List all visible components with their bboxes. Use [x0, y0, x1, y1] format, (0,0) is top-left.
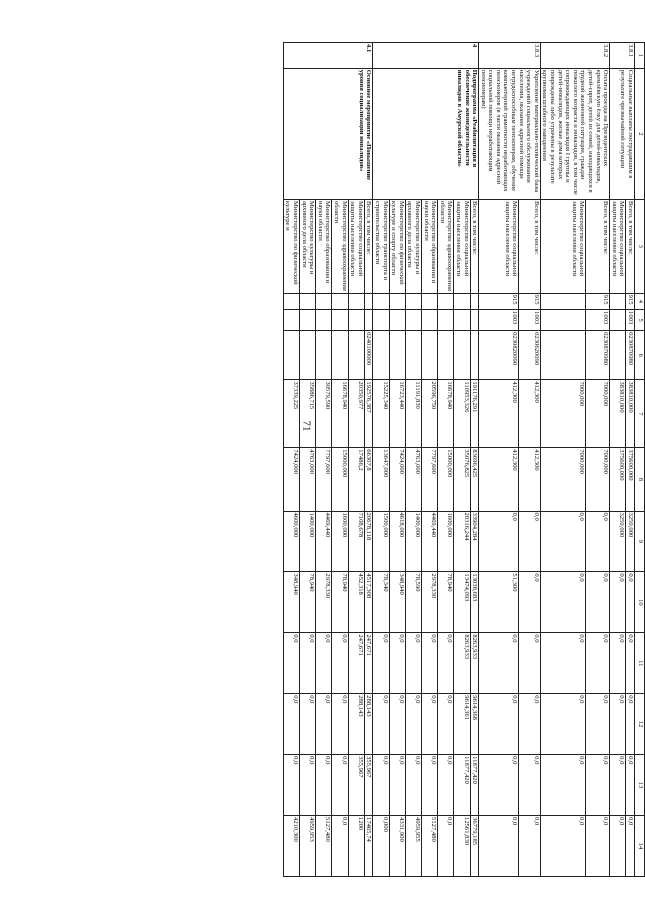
row-id: 4.1 — [283, 43, 373, 69]
amount-cell: 0,0 — [389, 633, 405, 694]
column-header: 4 — [635, 293, 645, 309]
budget-code-cs: 0240100000 — [364, 331, 373, 380]
amount-cell: 7000,000 — [540, 448, 585, 511]
amount-cell: 348,940 — [283, 572, 299, 633]
amount-cell: 4210,300 — [283, 816, 299, 877]
amount-cell: 0,0 — [610, 633, 626, 694]
amount-cell: 1600,000 — [332, 511, 348, 572]
executor: Всего, в том числе: — [364, 199, 373, 293]
amount-cell: 20316,244 — [454, 511, 470, 572]
executor: Министерство культуры и архивного дела области — [405, 199, 421, 293]
amount-cell: 0,0 — [389, 694, 405, 755]
amount-cell: 7797,600 — [421, 448, 437, 511]
amount-cell: 33904,284 — [470, 511, 479, 572]
amount-cell: 375600,000 — [626, 448, 635, 511]
budget-code-rz — [332, 310, 348, 331]
amount-cell: 247,671 — [348, 633, 364, 694]
budget-code-rz — [470, 310, 479, 331]
amount-cell: 0,0 — [540, 511, 585, 572]
executor: Министерство образования и науки области — [316, 199, 332, 293]
budget-code-rz — [389, 310, 405, 331]
budget-code-gr: 915 — [479, 293, 519, 309]
amount-cell: 11191,830 — [405, 380, 421, 448]
amount-cell: 4517,308 — [364, 572, 373, 633]
amount-cell: 8263,933 — [454, 633, 470, 694]
table-row — [364, 43, 373, 877]
amount-cell: 355,967 — [364, 755, 373, 816]
amount-cell: 5127,480 — [421, 816, 437, 877]
amount-cell: 35886,715 — [300, 380, 316, 448]
amount-cell: 4469,440 — [421, 511, 437, 572]
budget-code-cs — [470, 331, 479, 380]
amount-cell: 20596,750 — [421, 380, 437, 448]
amount-cell: 0,0 — [438, 816, 454, 877]
budget-code-rz: 1003 — [519, 310, 540, 331]
column-header: 8 — [635, 448, 645, 511]
column-header: 2 — [635, 68, 645, 199]
amount-cell: 78,590 — [405, 572, 421, 633]
amount-cell: 0,0 — [405, 633, 421, 694]
column-header: 14 — [635, 816, 645, 877]
executor: Министерство по физической культуре и — [283, 199, 299, 293]
amount-cell: 3250,000 — [626, 511, 635, 572]
amount-cell: 78,940 — [438, 572, 454, 633]
executor: Министерство здравоохранения области — [332, 199, 348, 293]
amount-cell: 7000,000 — [586, 448, 610, 511]
amount-cell: 0,0 — [479, 511, 519, 572]
amount-cell: 0,0 — [586, 572, 610, 633]
amount-cell: 7424,000 — [283, 448, 299, 511]
budget-code-cs: 0230870980 — [626, 331, 635, 380]
budget-code-cs — [454, 331, 470, 380]
amount-cell: 30579,590 — [316, 380, 332, 448]
budget-code-rz — [421, 310, 437, 331]
column-header: 3 — [635, 199, 645, 293]
budget-code-rz — [283, 310, 299, 331]
budget-code-gr — [389, 293, 405, 309]
amount-cell: 2978,330 — [316, 572, 332, 633]
row-title: Основное мероприятие «Повышение уровня социализации инвалидов» — [283, 68, 373, 199]
budget-code-cs — [300, 331, 316, 380]
amount-cell: 288,143 — [364, 694, 373, 755]
amount-cell: 20678,118 — [364, 511, 373, 572]
amount-cell: 12561,830 — [454, 816, 470, 877]
amount-cell: 13474,093 — [454, 572, 470, 633]
executor: Министерство здравоохранения области — [438, 199, 454, 293]
budget-code-cs — [348, 331, 364, 380]
budget-code-rz — [316, 310, 332, 331]
executor: Министерство социальной защиты населения области — [540, 199, 585, 293]
amount-cell: 4600,000 — [283, 511, 299, 572]
amount-cell: 7000,000 — [540, 380, 585, 448]
amount-cell: 0,0 — [405, 694, 421, 755]
amount-cell: 1200 — [348, 816, 364, 877]
amount-cell: 1400,000 — [405, 511, 421, 572]
table-row — [626, 43, 635, 877]
executor: Всего, в том числе: — [586, 199, 610, 293]
amount-cell: 16678,940 — [438, 380, 454, 448]
amount-cell: 110953,326 — [454, 380, 470, 448]
rotated-table-frame — [35, 42, 645, 877]
budget-code-rz — [373, 310, 389, 331]
amount-cell: 0,0 — [586, 816, 610, 877]
budget-code-gr: 915 — [519, 293, 540, 309]
executor: Министерство культуры и архивного дела области — [300, 199, 316, 293]
amount-cell: 16723,440 — [389, 380, 405, 448]
header-row — [635, 43, 645, 877]
amount-cell: 0,0 — [519, 816, 540, 877]
budget-code-gr — [300, 293, 316, 309]
executor: Всего, в том числе: — [519, 199, 540, 293]
amount-cell: 0,0 — [316, 694, 332, 755]
amount-cell: 192576,387 — [364, 380, 373, 448]
budget-code-rz — [610, 310, 626, 331]
amount-cell: 0,0 — [586, 633, 610, 694]
amount-cell: 0,0 — [300, 755, 316, 816]
amount-cell: 11877,420 — [470, 755, 479, 816]
amount-cell: 0,0 — [300, 694, 316, 755]
amount-cell: 0,0 — [626, 755, 635, 816]
budget-code-rz — [300, 310, 316, 331]
budget-code-gr: 915 — [626, 293, 635, 309]
amount-cell: 0,0 — [540, 633, 585, 694]
amount-cell: 83696,425 — [470, 448, 479, 511]
amount-cell: 13038,683 — [470, 572, 479, 633]
amount-cell: 0,0 — [421, 633, 437, 694]
budget-code-rz: 1003 — [479, 310, 519, 331]
amount-cell: 0,0 — [610, 694, 626, 755]
amount-cell: 0,0 — [332, 755, 348, 816]
amount-cell: 4618,000 — [389, 511, 405, 572]
amount-cell: 16678,940 — [332, 380, 348, 448]
amount-cell: 4331,900 — [389, 816, 405, 877]
amount-cell: 0,0 — [300, 633, 316, 694]
amount-cell: 17465,74 — [364, 816, 373, 877]
amount-cell: 0,0 — [586, 755, 610, 816]
executor: Министерство социальной защиты населения области — [348, 199, 364, 293]
budget-code-cs — [373, 331, 389, 380]
amount-cell: 0,0 — [626, 572, 635, 633]
amount-cell: 0,0 — [519, 572, 540, 633]
budget-code-rz: 1003 — [586, 310, 610, 331]
amount-cell: 0,0 — [283, 694, 299, 755]
budget-code-gr — [454, 293, 470, 309]
row-title: Укрепление материально-технической базы учреждений социального обслуживания населения, оказание адресной помощи нетрудоспособным пенсионерам, обучение компьютерной грамотности неработающих пенсионеров (в части оказания адресной социальной помощи неработающим пенсионерам) — [479, 68, 541, 199]
amount-cell: 0,0 — [626, 694, 635, 755]
amount-cell: 35076,825 — [454, 448, 470, 511]
amount-cell: 3250,000 — [610, 511, 626, 572]
budget-code-cs — [540, 331, 585, 380]
budget-code-gr — [373, 293, 389, 309]
column-header: 6 — [635, 331, 645, 380]
amount-cell: 412,300 — [479, 380, 519, 448]
executor: Министерство образования и науки области — [421, 199, 437, 293]
column-header: 11 — [635, 633, 645, 694]
amount-cell: 7000,000 — [586, 380, 610, 448]
column-header: 9 — [635, 511, 645, 572]
amount-cell: 412,300 — [519, 380, 540, 448]
budget-code-rz — [454, 310, 470, 331]
amount-cell: 9614,361 — [454, 694, 470, 755]
amount-cell: 247,671 — [364, 633, 373, 694]
amount-cell: 78,940 — [332, 572, 348, 633]
amount-cell: 0,0 — [373, 755, 389, 816]
column-header: 7 — [635, 380, 645, 448]
amount-cell: 412,300 — [519, 448, 540, 511]
amount-cell: 0,0 — [519, 511, 540, 572]
amount-cell: 383810,000 — [610, 380, 626, 448]
budget-code-cs — [405, 331, 421, 380]
amount-cell: 7108,678 — [348, 511, 364, 572]
column-header: 1 — [635, 43, 645, 69]
executor: Всего, в том числе: — [626, 199, 635, 293]
amount-cell: 7424,000 — [389, 448, 405, 511]
row-title: Социальные выплаты пострадавшим в результате чрезвычайной ситуации — [610, 68, 635, 199]
amount-cell: 2978,330 — [421, 572, 437, 633]
amount-cell: 0,0 — [519, 694, 540, 755]
amount-cell: 0,0 — [540, 755, 585, 816]
column-header: 10 — [635, 572, 645, 633]
amount-cell: 0,0 — [610, 816, 626, 877]
amount-cell: 348,940 — [389, 572, 405, 633]
budget-code-cs — [283, 331, 299, 380]
budget-code-cs: 0230870980 — [586, 331, 610, 380]
amount-cell: 0,0 — [540, 572, 585, 633]
amount-cell: 383810,000 — [626, 380, 635, 448]
amount-cell: 4763,000 — [405, 448, 421, 511]
amount-cell: 15225,340 — [373, 380, 389, 448]
amount-cell: 0,0 — [610, 755, 626, 816]
budget-code-cs — [389, 331, 405, 380]
amount-cell: 7797,600 — [316, 448, 332, 511]
budget-code-cs: 0230620090 — [519, 331, 540, 380]
row-title: Подпрограмма «Реабилитация и обеспечение жизнедеятельности инвалидов в Амурской области» — [373, 68, 479, 199]
executor: Министерство социальной защиты населения области — [610, 199, 626, 293]
budget-code-gr — [348, 293, 364, 309]
amount-cell: 288,143 — [348, 694, 364, 755]
budget-code-rz — [540, 310, 585, 331]
budget-code-gr — [470, 293, 479, 309]
executor: Министерство социальной защиты населения области — [479, 199, 519, 293]
amount-cell: 1600,000 — [438, 511, 454, 572]
budget-code-cs — [438, 331, 454, 380]
amount-cell: 78,940 — [300, 572, 316, 633]
amount-cell: 0,0 — [540, 816, 585, 877]
amount-cell: 0,0 — [479, 755, 519, 816]
amount-cell: 0,0 — [405, 755, 421, 816]
amount-cell: 66307,8 — [364, 448, 373, 511]
page-number: 71 — [300, 420, 313, 432]
amount-cell: 0,0 — [421, 755, 437, 816]
budget-code-gr — [283, 293, 299, 309]
amount-cell: 0,0 — [438, 694, 454, 755]
row-id: 3.8.2 — [540, 43, 609, 69]
amount-cell: 9614,368 — [470, 694, 479, 755]
budget-code-rz — [405, 310, 421, 331]
row-id: 4 — [373, 43, 479, 69]
amount-cell: 0,000 — [373, 816, 389, 877]
amount-cell: 0,0 — [519, 755, 540, 816]
amount-cell: 1500,000 — [373, 511, 389, 572]
table-body — [283, 43, 634, 877]
amount-cell: 0,0 — [316, 633, 332, 694]
amount-cell: 15000,000 — [438, 448, 454, 511]
column-header: 12 — [635, 694, 645, 755]
amount-cell: 0,0 — [373, 694, 389, 755]
budget-code-gr — [332, 293, 348, 309]
amount-cell: 0,0 — [389, 755, 405, 816]
budget-code-rz — [348, 310, 364, 331]
amount-cell: 0,0 — [626, 633, 635, 694]
amount-cell: 412,300 — [479, 448, 519, 511]
amount-cell: 0,0 — [626, 816, 635, 877]
amount-cell: 78,340 — [373, 572, 389, 633]
budget-code-rz — [364, 310, 373, 331]
amount-cell: 0,0 — [586, 694, 610, 755]
amount-cell: 0,0 — [332, 816, 348, 877]
amount-cell: 51,300 — [479, 572, 519, 633]
amount-cell: 5127,480 — [316, 816, 332, 877]
amount-cell: 0,0 — [421, 694, 437, 755]
budget-code-cs: 0230820090 — [479, 331, 519, 380]
amount-cell: 1400,000 — [300, 511, 316, 572]
amount-cell: 20350,977 — [348, 380, 364, 448]
amount-cell: 375600,000 — [610, 448, 626, 511]
amount-cell: 191176,291 — [470, 380, 479, 448]
budget-code-gr: 915 — [586, 293, 610, 309]
amount-cell: 4469,440 — [316, 511, 332, 572]
amount-cell: 4763,000 — [300, 448, 316, 511]
executor: Министерство транспорта и строительства области — [373, 199, 389, 293]
amount-cell: 0,0 — [519, 633, 540, 694]
amount-cell: 37339,225 — [283, 380, 299, 448]
budget-code-cs — [610, 331, 626, 380]
budget-code-gr — [610, 293, 626, 309]
amount-cell: 17486,2 — [348, 448, 364, 511]
amount-cell: 0,0 — [332, 633, 348, 694]
budget-code-gr — [540, 293, 585, 309]
amount-cell: 0,0 — [586, 511, 610, 572]
executor: Министерство социальной защиты населения области — [454, 199, 470, 293]
budget-code-gr — [438, 293, 454, 309]
amount-cell: 11877,420 — [454, 755, 470, 816]
budget-table — [283, 42, 645, 877]
amount-cell: 36779,185 — [470, 816, 479, 877]
amount-cell: 452,318 — [348, 572, 364, 633]
executor: Министерство по физической культуре и спорту области — [389, 199, 405, 293]
amount-cell: 355,967 — [348, 755, 364, 816]
column-header: 5 — [635, 310, 645, 331]
amount-cell: 0,0 — [316, 755, 332, 816]
amount-cell: 0,0 — [479, 694, 519, 755]
amount-cell: 0,0 — [479, 816, 519, 877]
amount-cell: 4959,955 — [405, 816, 421, 877]
table-row — [519, 43, 540, 877]
budget-code-rz — [438, 310, 454, 331]
amount-cell: 13647,000 — [373, 448, 389, 511]
amount-cell: 0,0 — [283, 755, 299, 816]
row-id: 3.8.1 — [610, 43, 635, 69]
budget-code-gr — [405, 293, 421, 309]
budget-code-cs — [316, 331, 332, 380]
amount-cell: 0,0 — [438, 633, 454, 694]
column-header: 13 — [635, 755, 645, 816]
amount-cell: 0,0 — [283, 633, 299, 694]
budget-code-cs — [332, 331, 348, 380]
budget-code-gr — [364, 293, 373, 309]
amount-cell: 0,0 — [610, 572, 626, 633]
table-row — [470, 43, 479, 877]
amount-cell: 15000,000 — [332, 448, 348, 511]
amount-cell: 0,0 — [438, 755, 454, 816]
amount-cell: 0,0 — [373, 633, 389, 694]
amount-cell: 0,0 — [332, 694, 348, 755]
executor: Всего, в том числе: — [470, 199, 479, 293]
amount-cell: 4959,953 — [300, 816, 316, 877]
amount-cell: 8263,933 — [470, 633, 479, 694]
budget-code-rz: 1003 — [626, 310, 635, 331]
amount-cell: 0,0 — [479, 633, 519, 694]
budget-code-gr — [421, 293, 437, 309]
row-title: Оплата проезда на Президентских кремлёвскую ёлку для детей-инвалидов, детей-сирот, детей из семей, находящихся в трудной жизненной ситуации, граждан пожилого возраста и инвалидов, в том числе сопровождающих инвалидов I группы и детей-инвалидов, жилые дома которых повреждены либо утрачены в результате крупномасштабного наводнения — [540, 68, 609, 199]
table-row — [586, 43, 610, 877]
budget-code-cs — [421, 331, 437, 380]
amount-cell: 0,0 — [540, 694, 585, 755]
row-id: 3.8.3 — [479, 43, 541, 69]
budget-code-gr — [316, 293, 332, 309]
